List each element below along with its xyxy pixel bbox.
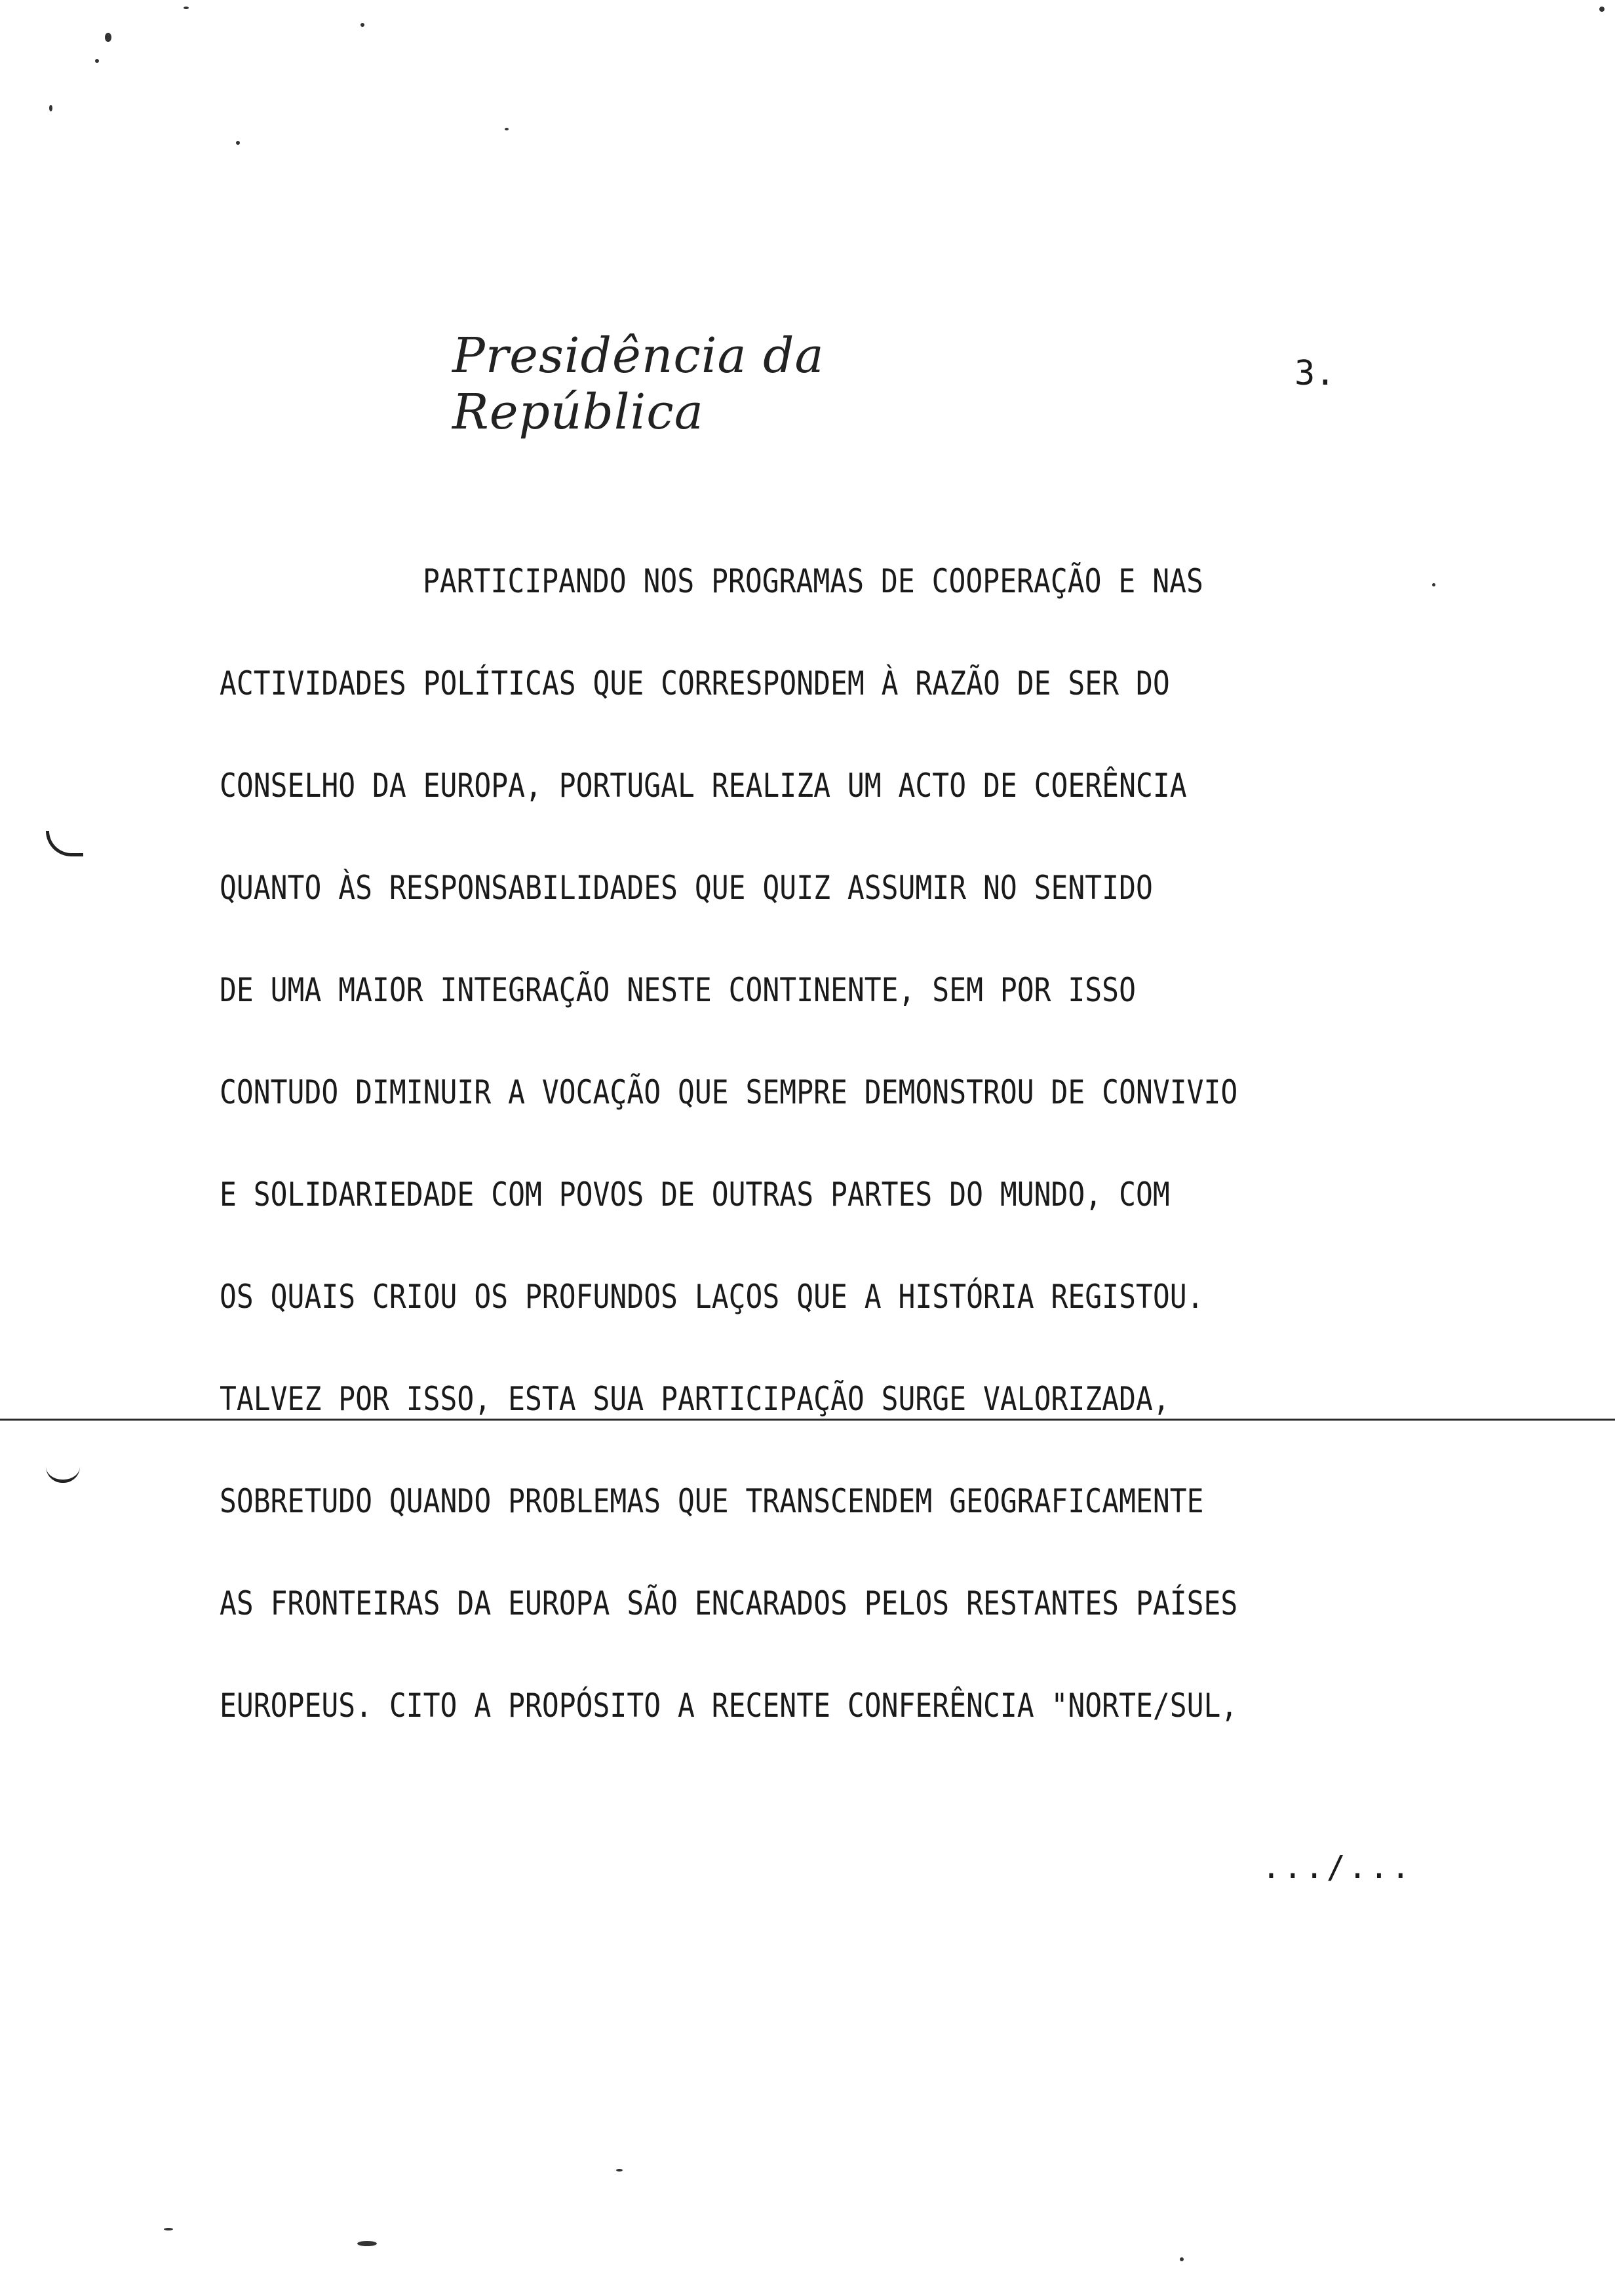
scan-speck — [236, 141, 240, 145]
text-line: QUANTO ÀS RESPONSABILIDADES QUE QUIZ ASSUMIR NO SENTIDO — [220, 869, 1153, 907]
scan-speck — [357, 2241, 377, 2246]
scan-speck — [49, 105, 52, 111]
text-line: DE UMA MAIOR INTEGRAÇÃO NESTE CONTINENTE, SEM POR ISSO — [220, 971, 1136, 1009]
scan-speck — [95, 59, 99, 63]
text-line: E SOLIDARIEDADE COM POVOS DE OUTRAS PARTES DO MUNDO, COM — [220, 1176, 1170, 1214]
text-line: PARTICIPANDO NOS PROGRAMAS DE COOPERAÇÃO E NAS — [423, 562, 1203, 600]
continuation-mark: .../... — [1262, 1849, 1413, 1886]
text-line: SOBRETUDO QUANDO PROBLEMAS QUE TRANSCENDEM GEOGRAFICAMENTE — [220, 1482, 1204, 1520]
text-line: CONTUDO DIMINUIR A VOCAÇÃO QUE SEMPRE DEMONSTROU DE CONVIVIO — [220, 1073, 1238, 1111]
text-line: CONSELHO DA EUROPA, PORTUGAL REALIZA UM ACTO DE COERÊNCIA — [220, 767, 1187, 805]
horizontal-rule — [0, 1419, 1615, 1421]
scan-speck — [616, 2169, 623, 2172]
text-line: TALVEZ POR ISSO, ESTA SUA PARTICIPAÇÃO SURGE VALORIZADA, — [220, 1380, 1170, 1418]
scan-speck — [505, 128, 509, 130]
text-line: OS QUAIS CRIOU OS PROFUNDOS LAÇOS QUE A HISTÓRIA REGISTOU. — [220, 1278, 1204, 1316]
margin-mark — [46, 1466, 80, 1483]
scan-speck — [1180, 2257, 1184, 2261]
margin-mark — [46, 831, 83, 856]
letterhead: Presidência da República — [452, 328, 825, 440]
text-line: ACTIVIDADES POLÍTICAS QUE CORRESPONDEM À RAZÃO DE SER DO — [220, 664, 1170, 702]
text-line: EUROPEUS. CITO A PROPÓSITO A RECENTE CONFERÊNCIA "NORTE/SUL, — [220, 1687, 1238, 1725]
scan-speck — [1599, 7, 1605, 12]
text-line: AS FRONTEIRAS DA EUROPA SÃO ENCARADOS PELOS RESTANTES PAÍSES — [220, 1584, 1238, 1622]
scan-speck — [184, 7, 189, 9]
scan-speck — [360, 23, 364, 27]
scan-speck — [164, 2228, 173, 2230]
scan-speck — [1432, 583, 1435, 586]
page-number: 3. — [1294, 354, 1336, 393]
scan-speck — [105, 33, 111, 42]
